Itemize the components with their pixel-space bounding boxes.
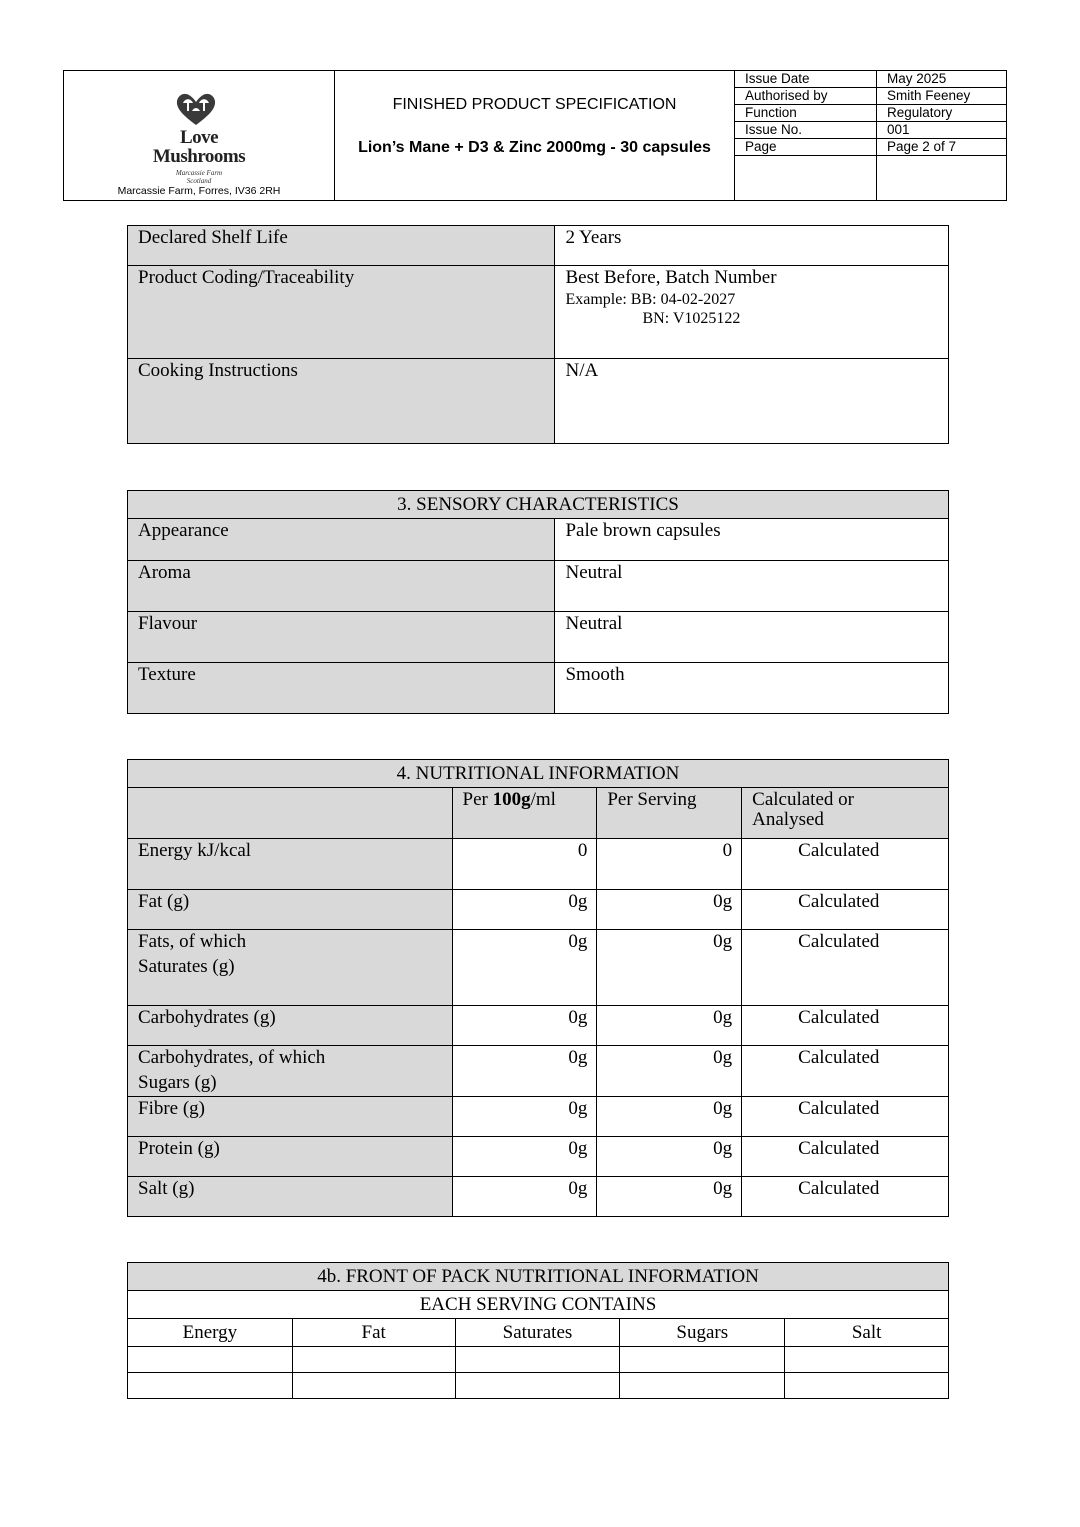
sensory-table: [127, 490, 949, 714]
row-value: Best Before, Batch Number: [565, 267, 777, 288]
meta-row: [735, 88, 1006, 105]
empty-cell: [128, 1373, 293, 1399]
brand-name-line2: Mushrooms: [152, 146, 246, 167]
table-row: [128, 1097, 949, 1137]
nutrient-label: Carbohydrates (g): [128, 1006, 453, 1046]
row-value: Neutral: [555, 561, 949, 612]
table-row: [128, 561, 949, 612]
value-serving: 0g: [597, 1097, 742, 1137]
row-label: Appearance: [128, 519, 555, 561]
per100-suffix: /ml: [530, 789, 556, 810]
value-method: Calculated: [742, 930, 949, 1006]
meta-value: Page 2 of 7: [877, 139, 1007, 156]
nutrient-label-line2: Sugars (g): [138, 1072, 217, 1093]
nutrient-label: Energy kJ/kcal: [128, 839, 453, 890]
row-value: N/A: [555, 359, 949, 444]
logo-cell: [64, 71, 335, 200]
value-method: Calculated: [742, 890, 949, 930]
table-row: [128, 839, 949, 890]
nutrient-label-line2: Saturates (g): [138, 956, 235, 977]
empty-cell: [128, 1347, 293, 1373]
value-method: Calculated: [742, 1006, 949, 1046]
value-method: Calculated: [742, 839, 949, 890]
nutrient-label: Fat (g): [128, 890, 453, 930]
spec-title: FINISHED PRODUCT SPECIFICATION: [392, 96, 677, 113]
nutrient-label: Fibre (g): [128, 1097, 453, 1137]
meta-value: 001: [877, 122, 1007, 139]
table-row: [128, 1006, 949, 1046]
brand-name-line1: Love: [179, 127, 219, 148]
meta-key: Issue No.: [735, 122, 877, 139]
mushroom-heart-logo-icon: [174, 91, 218, 127]
empty-cell: [620, 1373, 785, 1399]
section-title: 4. NUTRITIONAL INFORMATION: [128, 760, 949, 788]
traceability-cell: [555, 266, 949, 359]
nutrient-label: Salt (g): [128, 1177, 453, 1217]
value-serving: 0g: [597, 1177, 742, 1217]
column-header-row: [128, 788, 949, 839]
value-method: Calculated: [742, 1177, 949, 1217]
table-row: [128, 266, 949, 359]
value-serving: 0g: [597, 890, 742, 930]
nutrient-label-line1: Fats, of which: [138, 931, 247, 952]
value-serving: 0g: [597, 1006, 742, 1046]
meta-row: [735, 122, 1006, 139]
nutrient-label: Protein (g): [128, 1137, 453, 1177]
product-name: Lion’s Mane + D3 & Zinc 2000mg - 30 capsules: [358, 139, 711, 156]
row-label: Flavour: [128, 612, 555, 663]
brand-subtitle-farm: Marcassie Farm: [175, 169, 223, 177]
section-subtitle: EACH SERVING CONTAINS: [128, 1291, 949, 1319]
nutrient-label: [128, 1046, 453, 1097]
meta-row: [735, 139, 1006, 156]
nutrition-table: [127, 759, 949, 1217]
table-row: [128, 663, 949, 714]
meta-row-empty: [735, 156, 1006, 201]
value-serving: 0g: [597, 1137, 742, 1177]
example-bb: Example: BB: 04-02-2027: [565, 291, 736, 308]
row-label: Cooking Instructions: [128, 359, 555, 444]
value-serving: 0: [597, 839, 742, 890]
table-header-row: [128, 491, 949, 519]
meta-key: Page: [735, 139, 877, 156]
document-meta-table: [735, 71, 1006, 200]
meta-key: Authorised by: [735, 88, 877, 105]
table-row: [128, 930, 949, 1006]
row-label: Aroma: [128, 561, 555, 612]
value-method: Calculated: [742, 1137, 949, 1177]
brand-subtitle-location: Scotland: [186, 177, 212, 185]
per100-prefix: Per: [462, 789, 493, 810]
row-label: Declared Shelf Life: [128, 226, 555, 266]
table-row: [128, 1046, 949, 1097]
row-value: Smooth: [555, 663, 949, 714]
document-header: [63, 70, 1007, 201]
row-value: Neutral: [555, 612, 949, 663]
company-address: Marcassie Farm, Forres, IV36 2RH: [117, 185, 281, 197]
table-row: [128, 1177, 949, 1217]
value-per100: 0g: [452, 1137, 597, 1177]
column-header: Energy: [128, 1319, 293, 1347]
section-title: 4b. FRONT OF PACK NUTRITIONAL INFORMATION: [128, 1263, 949, 1291]
meta-row: [735, 105, 1006, 122]
nutrient-label: [128, 930, 453, 1006]
meta-key: Function: [735, 105, 877, 122]
value-per100: 0: [452, 839, 597, 890]
meta-cell: [735, 71, 1006, 200]
empty-row: [128, 1347, 949, 1373]
value-serving: 0g: [597, 930, 742, 1006]
title-cell: [335, 71, 735, 200]
value-per100: 0g: [452, 930, 597, 1006]
table-row: [128, 890, 949, 930]
value-per100: 0g: [452, 1006, 597, 1046]
column-header-serving: Per Serving: [597, 788, 742, 839]
empty-cell: [455, 1347, 620, 1373]
value-per100: 0g: [452, 1046, 597, 1097]
per100-bold: 100g: [492, 789, 531, 810]
table-row: [128, 359, 949, 444]
section-title: 3. SENSORY CHARACTERISTICS: [128, 491, 949, 519]
row-label: Product Coding/Traceability: [128, 266, 555, 359]
value-per100: 0g: [452, 890, 597, 930]
front-of-pack-table: [127, 1262, 949, 1399]
column-header: Salt: [785, 1319, 949, 1347]
table-header-row: [128, 760, 949, 788]
table-row: [128, 1137, 949, 1177]
table-header-row: [128, 1263, 949, 1291]
empty-row: [128, 1373, 949, 1399]
table-row: [128, 226, 949, 266]
row-value: 2 Years: [555, 226, 949, 266]
value-method: Calculated: [742, 1046, 949, 1097]
value-serving: 0g: [597, 1046, 742, 1097]
column-header: Sugars: [620, 1319, 785, 1347]
table-row: [128, 519, 949, 561]
value-method: Calculated: [742, 1097, 949, 1137]
value-per100: 0g: [452, 1097, 597, 1137]
value-per100: 0g: [452, 1177, 597, 1217]
column-header-row: [128, 1319, 949, 1347]
column-header: Saturates: [455, 1319, 620, 1347]
empty-cell: [292, 1373, 455, 1399]
table-row: [128, 612, 949, 663]
meta-key: Issue Date: [735, 71, 877, 88]
empty-cell: [620, 1347, 785, 1373]
column-header: Fat: [292, 1319, 455, 1347]
meta-value-empty: [877, 156, 1007, 201]
meta-row: [735, 71, 1006, 88]
example-bn: BN: V1025122: [642, 310, 741, 327]
empty-cell: [785, 1373, 949, 1399]
row-label: Texture: [128, 663, 555, 714]
empty-cell: [455, 1373, 620, 1399]
meta-value: Regulatory: [877, 105, 1007, 122]
meta-value: May 2025: [877, 71, 1007, 88]
empty-cell: [292, 1347, 455, 1373]
meta-value: Smith Feeney: [877, 88, 1007, 105]
product-info-table: [127, 225, 949, 444]
empty-cell: [785, 1347, 949, 1373]
column-header-empty: [128, 788, 453, 839]
nutrient-label-line1: Carbohydrates, of which: [138, 1047, 326, 1068]
column-header-method: Calculated or Analysed: [742, 788, 949, 839]
row-value: Pale brown capsules: [555, 519, 949, 561]
table-subheader-row: [128, 1291, 949, 1319]
column-header-per100: [452, 788, 597, 839]
meta-key-empty: [735, 156, 877, 201]
